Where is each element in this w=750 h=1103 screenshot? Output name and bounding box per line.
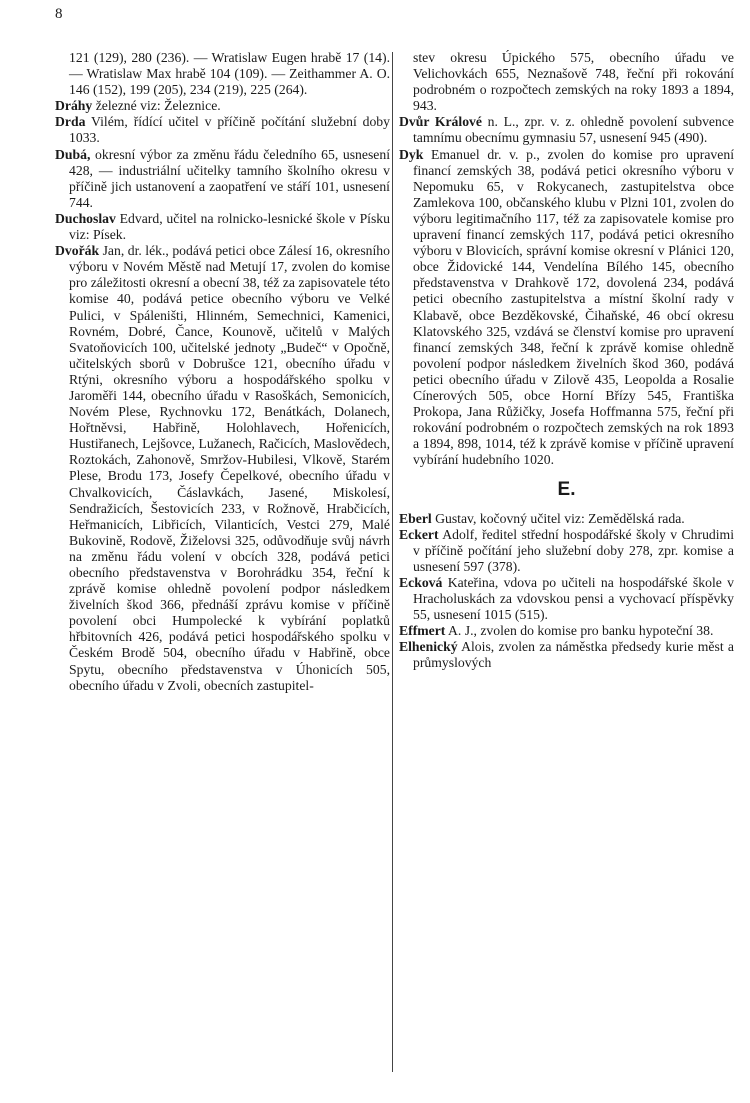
index-entry [55, 211, 390, 243]
entry-text: n. L., zpr. v. z. ohledně povolení subvence tamnímu obecnímu gymnasiu 57, usnesení 945 (490). [413, 114, 734, 146]
entry-text: Vilém, řídící učitel v příčině počítání služební doby 1033. [69, 114, 390, 146]
index-entry [399, 511, 734, 527]
index-entry [399, 147, 734, 469]
column-divider [392, 52, 393, 1072]
entry-headword: Drda [55, 114, 86, 130]
index-entry [55, 243, 390, 694]
entry-text: Edvard, učitel na rolnicko-lesnické škole v Písku viz: Písek. [69, 210, 390, 243]
section-letter: E. [557, 479, 576, 501]
entry-text: Adolf, ředitel střední hospodářské školy v Chrudimi v příčině počítání jeho služební doby 278, zpr. komise a usnesení 597 (378). [413, 526, 735, 574]
entry-text: železné viz: Železnice. [95, 98, 221, 114]
index-entry [55, 147, 390, 211]
index-entry [399, 50, 734, 114]
entry-headword: Eckert [399, 526, 439, 542]
index-entry [399, 114, 734, 146]
entry-headword: Duchoslav [55, 210, 116, 226]
entry-text: Alois, zvolen za náměstka předsedy kurie měst a průmyslových [413, 639, 734, 671]
entry-text: Jan, dr. lék., podává petici obce Zálesí 16, okresního výboru v Novém Městě nad Metují 17, zvolen do komise pro záležitosti okresní a obecní 38, též za zapisovatele této komise 40, podává petice obecního výboru ve Velké Pulici, v Spáleništi, Hlinném, Semechnici, Kamenici, Rovném, Dobré, Čance, Kounově, učitelů v Malých Svatoňovicích 100, učitelské jednoty „Budeč“ v Opočně, učitelských sborů v Dobrušce 121, obecního úřadu v Rtýni, okresního výboru a hospodářského spolku v Jaroměři 144, obecního úřadu v Rasoškách, Semonicích, Novém Plese, Rychnovku 172, Benátkách, Dolanech, Hořtněvsi, Habřině, Holohlavech, Hořenicích, Hustiřanech, Lejšovce, Lužanech, Račicích, Maslovědech, Roztokách, Zahonově, Smržov-Hubilesi, Vlkově, Starém Plese, Brodu 173, Josefy Čepelkové, obecního úřadu v Chvalkovicích, Čáslavkách, Jasené, Miskolesí, Sendražicích, Šestovicích 233, v Rožnově, Hrabčicích, Heřmanicích, Libřicích, Vilanticích, Vestci 279, Malé Bukovině, Rodově, Žiželovsi 325, odůvodňuje svůj návrh na změnu řádu volení v obcích 328, podává petici obecního představenstva v Borohrádku 354, řeční k zprávě komise ohledně povolení podpor následkem živelních škod 366, přednáší zprávu komise v příčině povolení obci Humpolecké k vybírání poplatků hřbitovních 426, podává petici hospodářského spolku v Českém Brodě 504, obecního úřadu v Habřině, obce Spytu, obecního představenstva v Úhonicích 505, obecního úřadu v Zvoli, obecních zastupitel- [69, 243, 390, 693]
entry-headword: Ecková [399, 574, 443, 590]
index-entry [55, 98, 390, 114]
entry-text: 121 (129), 280 (236). — Wratislaw Eugen hrabě 17 (14). — Wratislaw Max hrabě 104 (109). — Zeithammer A. O. 146 (152), 199 (205), 234 (219), 225 (264). [69, 50, 390, 98]
index-entry [55, 114, 390, 146]
entry-text: Gustav, kočovný učitel viz: Zemědělská rada. [435, 510, 685, 526]
entry-headword: Eberl [399, 510, 432, 526]
entry-text: Emanuel dr. v. p., zvolen do komise pro upravení financí zemských 38, podává petici okresního výboru v Nepomuku 65, v Rokycanech, zastupitelstva obce Zamlekova 100, občanského klubu v Plzni 101, zvolen do výboru legitimačního 117, též za zapisovatele komise pro upravení financí zemských 117, podává petici okresního výboru v Blovicích, správní komise okresní v Plánici 120, obce Židovické 144, Vendelína Bílého 145, obecního představenstva v Drahkově 172, dovolená 234, podává petici obecního zastupitelstva a místní školní rady v Klabavě, obce Bezděkovské, Čihaňské, 46 obcí okresu Klatovského 325, vzdává se členství komise pro upravení financí zemských 348, řeční k zprávě komise ohledně povolení podpor následkem živelních škod 360, podává petici obecního úřadu v Zilově 435, Leopolda a Rosalie Cínerových 505, obce Horní Břízy 545, Františka Prokopa, Jana Růžičky, Josefa Hoffmanna 575, řeční při rokování podrobném o rozpočtech zemských na rok 1893 a 1894, 898, 1014, též k zprávě komise v příčině upravení vybírání hudebního 1020. [413, 146, 734, 468]
page-number: 8 [55, 6, 63, 22]
left-column [55, 50, 390, 694]
entry-text: A. J., zvolen do komise pro banku hypoteční 38. [448, 623, 714, 639]
index-entry [399, 527, 734, 575]
entry-text: okresní výbor za změnu řádu čeledního 65, usnesení 428, — industriální učitelky tamního školního okresu v příčině jich ustanovení a zaopatření ve stáří 101, usnesení 744. [69, 146, 390, 210]
entry-text: Kateřina, vdova po učiteli na hospodářské škole v Hracholuskách za vdovskou pensi a vychovací příspěvky 55, usnesení 1015 (515). [413, 574, 735, 623]
right-column [399, 50, 734, 671]
index-entry [399, 639, 734, 671]
index-entry [55, 50, 390, 98]
entry-text: stev okresu Úpického 575, obecního úřadu ve Velichovkách 655, Neznašově 748, řeční při rokování podrobném o rozpočtech zemských na roky 1893 a 1894, 943. [413, 50, 734, 114]
entry-headword: Elhenický [399, 639, 458, 655]
index-entry [399, 575, 734, 623]
entry-headword: Dvůr Králové [399, 114, 482, 130]
entry-headword: Dubá, [55, 146, 91, 162]
entry-headword: Effmert [399, 623, 446, 639]
entry-headword: Dyk [399, 146, 424, 162]
entry-headword: Dvořák [55, 243, 100, 259]
entry-headword: Dráhy [55, 98, 93, 114]
index-entry [399, 623, 734, 639]
